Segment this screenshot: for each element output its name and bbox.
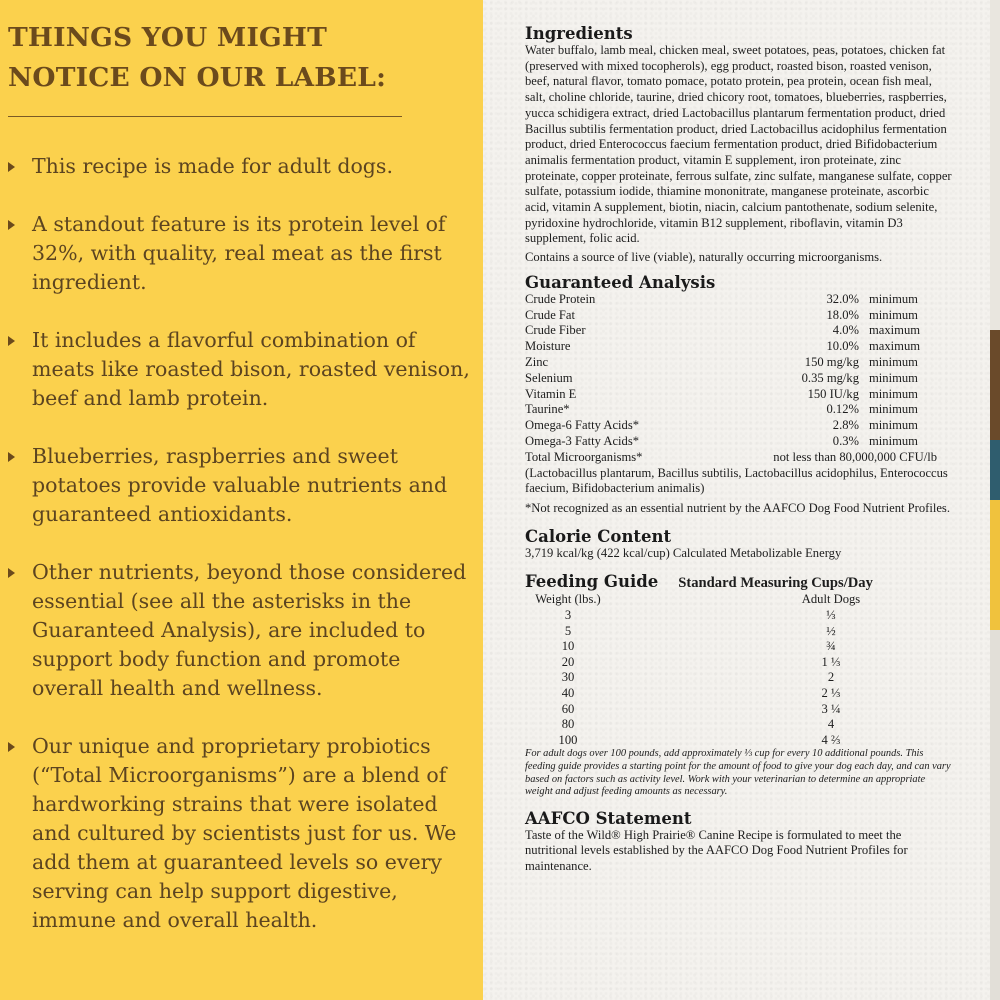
- feature-item: [8, 210, 478, 297]
- nutrient-name: Selenium: [525, 370, 573, 385]
- nutrient-value: 2.8%: [832, 418, 859, 433]
- feeding-weight: 10: [561, 639, 575, 654]
- analysis-row: [525, 387, 955, 403]
- feeding-cups: 2 ⅓: [821, 685, 841, 700]
- feeding-cups: 3 ¼: [821, 701, 841, 716]
- analysis-row: [525, 292, 955, 308]
- analysis-row: [525, 402, 955, 418]
- feeding-row: [525, 733, 955, 749]
- triangle-bullet-icon: [8, 162, 15, 172]
- feeding-row: [525, 686, 955, 702]
- triangle-bullet-icon: [8, 452, 15, 462]
- nutrient-qualifier: minimum: [869, 386, 918, 401]
- analysis-title: Guaranteed Analysis: [525, 272, 716, 292]
- feeding-table-header: [525, 592, 955, 608]
- nutrient-name: Total Microorganisms*: [525, 449, 643, 464]
- feeding-weight: 40: [561, 685, 575, 700]
- analysis-row: [525, 434, 955, 450]
- adult-dogs-column-header: Adult Dogs: [801, 592, 861, 607]
- nutrient-name: Crude Protein: [525, 291, 596, 306]
- label-edge-strip: [990, 330, 1000, 440]
- feeding-title: Feeding Guide: [525, 572, 659, 592]
- feeding-cups: 2: [827, 670, 835, 685]
- feeding-cups: ½: [826, 623, 836, 638]
- ingredients-title: Ingredients: [525, 24, 633, 43]
- feeding-row: [525, 639, 955, 655]
- feeding-table: [525, 592, 955, 748]
- nutrient-value: 0.12%: [826, 402, 859, 417]
- nutrient-qualifier: minimum: [869, 307, 918, 322]
- heading-line-2: NOTICE ON OUR LABEL:: [8, 62, 387, 93]
- label-edge-strip: [990, 440, 1000, 500]
- nutrient-name: Crude Fat: [525, 307, 576, 322]
- panel-heading: [8, 18, 468, 98]
- heading-line-1: THINGS YOU MIGHT: [8, 22, 328, 53]
- feature-list: [8, 152, 478, 964]
- feeding-cups: 4: [827, 717, 835, 732]
- feeding-weight: 3: [564, 608, 572, 623]
- analysis-row: [525, 339, 955, 355]
- nutrient-value: 18.0%: [826, 307, 859, 322]
- feeding-subtitle: Standard Measuring Cups/Day: [678, 575, 873, 592]
- feeding-weight: 5: [564, 623, 572, 638]
- analysis-table: [525, 292, 955, 466]
- nutrient-value: 0.3%: [832, 434, 859, 449]
- triangle-bullet-icon: [8, 742, 15, 752]
- feature-text: Other nutrients, beyond those considered essential (see all the asterisks in the Guaranteed Analysis), are included to support body function and promote overall health and wellness.: [32, 560, 467, 700]
- analysis-row-total-microorganisms: [525, 450, 955, 466]
- feeding-weight: 80: [561, 717, 575, 732]
- nutrient-qualifier: minimum: [869, 291, 918, 306]
- nutrient-value: 32.0%: [826, 291, 859, 306]
- feeding-weight: 100: [558, 732, 578, 747]
- nutrient-qualifier: minimum: [869, 434, 918, 449]
- feeding-weight: 60: [561, 701, 575, 716]
- nutrient-qualifier: maximum: [869, 323, 921, 338]
- feature-text: Blueberries, raspberries and sweet potatoes provide valuable nutrients and guaranteed antioxidants.: [32, 444, 448, 526]
- ingredients-text: Water buffalo, lamb meal, chicken meal, sweet potatoes, peas, potatoes, chicken fat (preserved with mixed tocopherols), egg product, roasted bison, roasted venison, beef, natural flavor, tomato pomace, potato protein, pea protein, ocean fish meal, salt, choline chloride, taurine, dried chicory root, tomatoes, blueberries, raspberries, yucca schidigera extract, dried Lactobacillus plantarum fermentation product, dried Bacillus subtilis fermentation product, dried Lactobacillus acidophilus fermentation product, dried Enterococcus faecium fermentation product, dried Bifidobacterium animalis fermentation product, vitamin E supplement, iron proteinate, zinc proteinate, copper proteinate, ferrous sulfate, zinc sulfate, manganese sulfate, copper sulfate, potassium iodide, thiamine mononitrate, manganese proteinate, ascorbic acid, vitamin A supplement, biotin, niacin, calcium pantothenate, sodium selenite, pyridoxine hydrochloride, vitamin B12 supplement, riboflavin, vitamin D3 supplement, folic acid.: [525, 43, 952, 246]
- weight-column-header: Weight (lbs.): [535, 592, 601, 607]
- feature-item: [8, 152, 478, 181]
- nutrient-name: Crude Fiber: [525, 323, 586, 338]
- analysis-row: [525, 371, 955, 387]
- calorie-title: Calorie Content: [525, 526, 672, 546]
- nutrient-name: Zinc: [525, 355, 549, 370]
- nutrient-value: not less than 80,000,000 CFU/lb: [773, 449, 937, 464]
- nutrient-name: Vitamin E: [525, 386, 577, 401]
- nutrient-name: Omega-6 Fatty Acids*: [525, 418, 640, 433]
- feeding-row: [525, 624, 955, 640]
- feeding-row: [525, 670, 955, 686]
- nutrient-qualifier: minimum: [869, 355, 918, 370]
- aafco-title: AAFCO Statement: [525, 808, 692, 828]
- feature-item: [8, 326, 478, 413]
- microorganism-strains: (Lactobacillus plantarum, Bacillus subtilis, Lactobacillus acidophilus, Enterococcus faecium, Bifidobacterium animalis): [525, 465, 948, 496]
- nutrient-name: Omega-3 Fatty Acids*: [525, 434, 640, 449]
- analysis-row: [525, 323, 955, 339]
- feeding-weight: 30: [561, 670, 575, 685]
- nutrient-value: 150 mg/kg: [804, 355, 859, 370]
- feature-text: It includes a flavorful combination of meats like roasted bison, roasted venison, beef and lamb protein.: [32, 328, 470, 410]
- nutrient-qualifier: minimum: [869, 402, 918, 417]
- aafco-text: Taste of the Wild® High Prairie® Canine Recipe is formulated to meet the nutritional levels established by the AAFCO Dog Food Nutrient Profiles for maintenance.: [525, 827, 908, 874]
- label-edge-strip: [990, 0, 1000, 330]
- feeding-row: [525, 608, 955, 624]
- triangle-bullet-icon: [8, 568, 15, 578]
- feature-item: [8, 558, 478, 703]
- analysis-row: [525, 355, 955, 371]
- analysis-row: [525, 418, 955, 434]
- feeding-guide-header: [525, 572, 955, 592]
- analysis-footnote: *Not recognized as an essential nutrient by the AAFCO Dog Food Nutrient Profiles.: [525, 501, 950, 516]
- nutrient-value: 0.35 mg/kg: [801, 370, 859, 385]
- heading-divider: [8, 116, 402, 117]
- feeding-note: For adult dogs over 100 pounds, add approximately ⅓ cup for every 10 additional pounds. This feeding guide provides a starting point for the amount of food to give your dog each day, and can vary based on factors such as activity level. Work with your veterinarian to determine an appropriate weight and adjust feeding amounts as necessary.: [525, 748, 951, 798]
- feature-text: A standout feature is its protein level of 32%, with quality, real meat as the first ingredient.: [32, 212, 446, 294]
- feature-text: Our unique and proprietary probiotics (“Total Microorganisms”) are a blend of hardworking strains that were isolated and cultured by scientists just for us. We add them at guaranteed levels so every serving can help support digestive, immune and overall health.: [32, 734, 457, 932]
- feeding-row: [525, 717, 955, 733]
- nutrient-name: Moisture: [525, 339, 571, 354]
- feeding-cups: 4 ⅔: [821, 732, 841, 747]
- nutrient-qualifier: minimum: [869, 418, 918, 433]
- feeding-cups: ¾: [826, 639, 836, 654]
- nutrient-name: Taurine*: [525, 402, 570, 417]
- triangle-bullet-icon: [8, 220, 15, 230]
- triangle-bullet-icon: [8, 336, 15, 346]
- feeding-weight: 20: [561, 654, 575, 669]
- feature-item: [8, 732, 478, 935]
- nutrient-value: 10.0%: [826, 339, 859, 354]
- feeding-cups: 1 ⅓: [821, 654, 841, 669]
- feeding-row: [525, 655, 955, 671]
- feature-item: [8, 442, 478, 529]
- label-edge-strip: [990, 630, 1000, 1000]
- label-edge-strip: [990, 500, 1000, 630]
- nutrient-value: 4.0%: [832, 323, 859, 338]
- probiotic-note: Contains a source of live (viable), naturally occurring microorganisms.: [525, 250, 883, 265]
- calorie-text: 3,719 kcal/kg (422 kcal/cup) Calculated Metabolizable Energy: [525, 545, 842, 560]
- feeding-row: [525, 702, 955, 718]
- feature-text: This recipe is made for adult dogs.: [32, 154, 393, 178]
- nutrient-qualifier: maximum: [869, 339, 921, 354]
- analysis-row: [525, 308, 955, 324]
- nutrient-value: 150 IU/kg: [807, 386, 859, 401]
- feeding-cups: ⅓: [826, 608, 836, 623]
- left-panel: [0, 0, 483, 1000]
- label-content: [525, 24, 955, 875]
- nutrient-qualifier: minimum: [869, 370, 918, 385]
